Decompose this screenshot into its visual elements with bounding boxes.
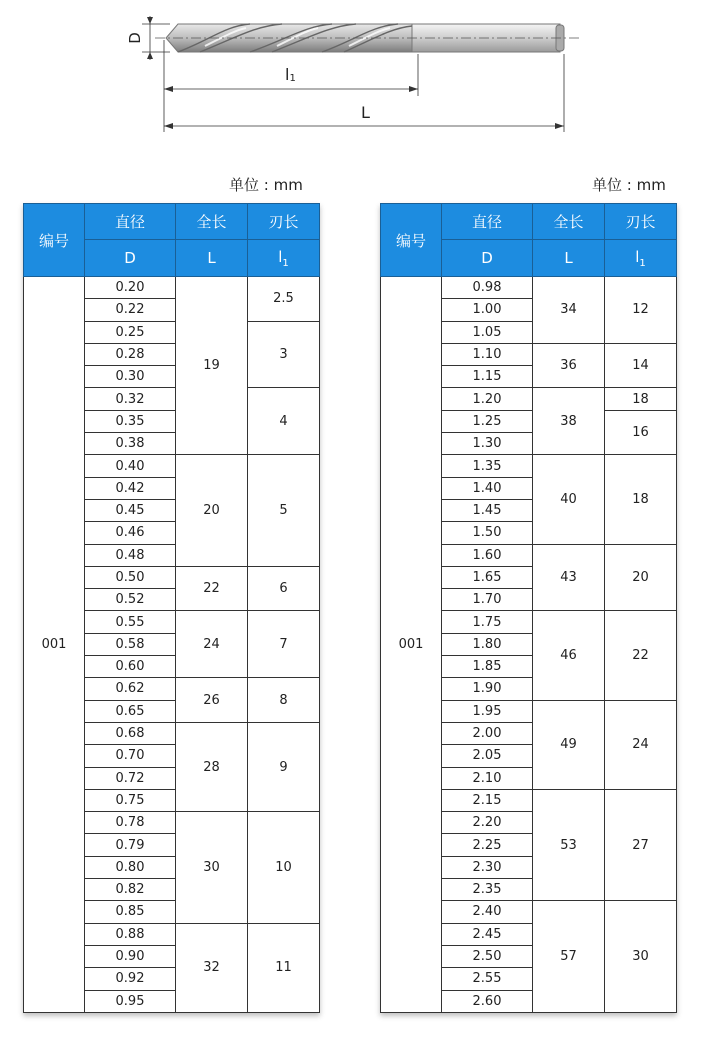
diameter-cell: 2.55	[442, 968, 533, 990]
unit-label-left: 单位 : mm	[229, 176, 303, 194]
total-length-cell: 32	[176, 923, 248, 1012]
diameter-cell: 2.50	[442, 945, 533, 967]
diameter-cell: 2.30	[442, 856, 533, 878]
diameter-cell: 0.78	[85, 812, 176, 834]
blade-length-cell: 7	[248, 611, 320, 678]
total-length-cell: 38	[533, 388, 605, 455]
diameter-cell: 0.38	[85, 433, 176, 455]
table-row	[24, 277, 320, 299]
diameter-cell: 2.00	[442, 722, 533, 744]
header-diameter-symbol: D	[85, 240, 176, 277]
diameter-cell: 0.80	[85, 856, 176, 878]
blade-length-cell: 12	[605, 277, 677, 344]
blade-length-cell: 5	[248, 455, 320, 566]
label-l1: l	[285, 65, 290, 84]
total-length-cell: 36	[533, 343, 605, 388]
diameter-cell: 1.60	[442, 544, 533, 566]
diameter-cell: 0.98	[442, 277, 533, 299]
label-l1-subscript: 1	[289, 73, 296, 84]
diameter-cell: 2.25	[442, 834, 533, 856]
header-blade-length: 刃长	[248, 204, 320, 240]
diameter-cell: 1.95	[442, 700, 533, 722]
diameter-cell: 0.79	[85, 834, 176, 856]
total-length-cell: 40	[533, 455, 605, 544]
blade-length-cell: 18	[605, 388, 677, 410]
header-diameter-symbol: D	[442, 240, 533, 277]
spec-table-right	[380, 203, 677, 1013]
diameter-cell: 1.00	[442, 299, 533, 321]
diameter-cell: 0.32	[85, 388, 176, 410]
total-length-cell: 28	[176, 722, 248, 811]
diameter-cell: 1.20	[442, 388, 533, 410]
total-length-cell: 34	[533, 277, 605, 344]
unit-label-right: 单位 : mm	[592, 176, 666, 194]
blade-length-cell: 10	[248, 812, 320, 923]
diameter-cell: 0.20	[85, 277, 176, 299]
header-code: 编号	[381, 204, 442, 277]
blade-symbol-sub: 1	[639, 257, 646, 269]
diameter-cell: 1.10	[442, 343, 533, 365]
diameter-cell: 1.50	[442, 522, 533, 544]
diameter-cell: 1.80	[442, 633, 533, 655]
blade-length-cell: 3	[248, 321, 320, 388]
diameter-cell: 0.58	[85, 633, 176, 655]
blade-length-cell: 27	[605, 789, 677, 900]
blade-symbol-sub: 1	[282, 257, 289, 269]
diameter-cell: 2.45	[442, 923, 533, 945]
diameter-cell: 0.42	[85, 477, 176, 499]
blade-length-cell: 24	[605, 700, 677, 789]
diameter-cell: 0.55	[85, 611, 176, 633]
total-length-cell: 46	[533, 611, 605, 700]
diameter-cell: 1.65	[442, 566, 533, 588]
diameter-cell: 1.85	[442, 656, 533, 678]
diameter-cell: 2.10	[442, 767, 533, 789]
header-diameter: 直径	[85, 204, 176, 240]
blade-length-cell: 22	[605, 611, 677, 700]
diameter-cell: 0.48	[85, 544, 176, 566]
diameter-cell: 1.25	[442, 410, 533, 432]
diameter-cell: 0.88	[85, 923, 176, 945]
diameter-cell: 0.85	[85, 901, 176, 923]
dimension-L	[164, 103, 564, 129]
diameter-cell: 2.35	[442, 879, 533, 901]
diameter-cell: 0.62	[85, 678, 176, 700]
drill-diagram	[0, 0, 725, 150]
diameter-cell: 1.15	[442, 366, 533, 388]
header-blade-length: 刃长	[605, 204, 677, 240]
blade-symbol-main: l	[278, 247, 283, 266]
code-cell: 001	[24, 277, 85, 1013]
diameter-cell: 0.90	[85, 945, 176, 967]
spec-table-left	[23, 203, 320, 1013]
total-length-cell: 43	[533, 544, 605, 611]
header-code: 编号	[24, 204, 85, 277]
blade-length-cell: 20	[605, 544, 677, 611]
total-length-cell: 19	[176, 277, 248, 455]
drill-body	[155, 24, 580, 52]
total-length-cell: 30	[176, 812, 248, 923]
diameter-cell: 0.92	[85, 968, 176, 990]
diameter-cell: 1.70	[442, 589, 533, 611]
diameter-cell: 0.72	[85, 767, 176, 789]
diameter-cell: 2.15	[442, 789, 533, 811]
label-d: D	[126, 32, 144, 44]
total-length-cell: 24	[176, 611, 248, 678]
diameter-cell: 0.75	[85, 789, 176, 811]
blade-length-cell: 16	[605, 410, 677, 455]
blade-length-cell: 18	[605, 455, 677, 544]
header-blade-symbol	[605, 240, 677, 277]
diameter-cell: 0.68	[85, 722, 176, 744]
diameter-cell: 0.35	[85, 410, 176, 432]
diameter-cell: 0.45	[85, 499, 176, 521]
blade-length-cell: 14	[605, 343, 677, 388]
diameter-cell: 2.05	[442, 745, 533, 767]
blade-length-cell: 6	[248, 566, 320, 611]
diameter-cell: 0.65	[85, 700, 176, 722]
header-blade-symbol	[248, 240, 320, 277]
diameter-cell: 0.25	[85, 321, 176, 343]
diameter-cell: 0.30	[85, 366, 176, 388]
dimension-l1	[164, 65, 418, 92]
blade-length-cell: 8	[248, 678, 320, 723]
code-cell: 001	[381, 277, 442, 1013]
diameter-cell: 0.40	[85, 455, 176, 477]
diameter-cell: 0.22	[85, 299, 176, 321]
total-length-cell: 49	[533, 700, 605, 789]
blade-length-cell: 30	[605, 901, 677, 1012]
label-L: L	[361, 103, 370, 122]
diameter-cell: 1.30	[442, 433, 533, 455]
diameter-cell: 0.70	[85, 745, 176, 767]
diameter-cell: 0.95	[85, 990, 176, 1012]
total-length-cell: 57	[533, 901, 605, 1012]
total-length-cell: 20	[176, 455, 248, 566]
blade-symbol-main: l	[635, 247, 640, 266]
diameter-cell: 1.35	[442, 455, 533, 477]
diameter-cell: 1.40	[442, 477, 533, 499]
diameter-cell: 1.75	[442, 611, 533, 633]
diameter-cell: 2.40	[442, 901, 533, 923]
svg-text:l1	[285, 65, 296, 84]
diameter-cell: 0.52	[85, 589, 176, 611]
diameter-cell: 0.50	[85, 566, 176, 588]
diameter-cell: 0.82	[85, 879, 176, 901]
blade-length-cell: 11	[248, 923, 320, 1012]
diameter-cell: 0.60	[85, 656, 176, 678]
diameter-cell: 2.60	[442, 990, 533, 1012]
header-diameter: 直径	[442, 204, 533, 240]
header-total-length: 全长	[533, 204, 605, 240]
total-length-cell: 53	[533, 789, 605, 900]
diameter-cell: 0.28	[85, 343, 176, 365]
header-total-symbol: L	[533, 240, 605, 277]
diameter-cell: 0.46	[85, 522, 176, 544]
table-row	[381, 277, 677, 299]
diameter-cell: 2.20	[442, 812, 533, 834]
total-length-cell: 22	[176, 566, 248, 611]
blade-length-cell: 9	[248, 722, 320, 811]
header-total-length: 全长	[176, 204, 248, 240]
diameter-cell: 1.45	[442, 499, 533, 521]
header-total-symbol: L	[176, 240, 248, 277]
diameter-cell: 1.05	[442, 321, 533, 343]
blade-length-cell: 2.5	[248, 277, 320, 322]
total-length-cell: 26	[176, 678, 248, 723]
diameter-cell: 1.90	[442, 678, 533, 700]
blade-length-cell: 4	[248, 388, 320, 455]
